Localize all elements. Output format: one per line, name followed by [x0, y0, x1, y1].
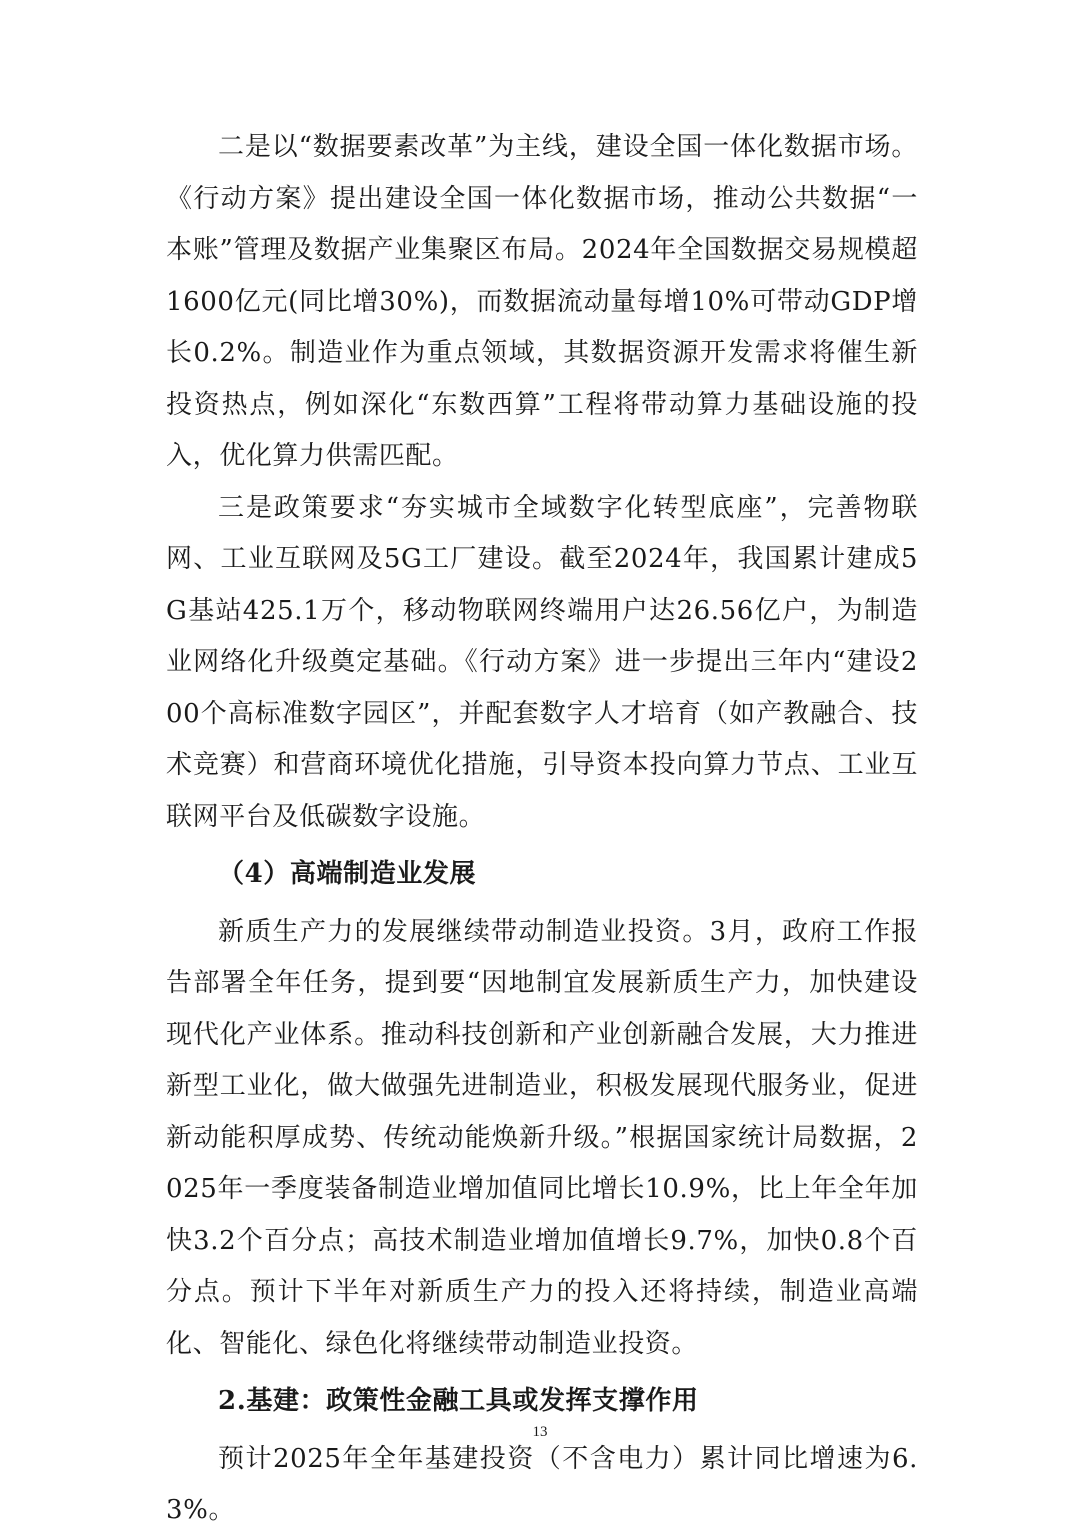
paragraph-new-productivity: 新质生产力的发展继续带动制造业投资。3月，政府工作报告部署全年任务，提到要“因地制宜发展新质生产力，加快建设现代化产业体系。推动科技创新和产业创新融合发展，大力推进新型工业化，做大做强先进制造业，积极发展现代服务业，促进新动能积厚成势、传统动能焕新升级。”根据国家统计局数据，2025年一季度装备制造业增加值同比增长10.9%，比上年全年加快3.2个百分点；高技术制造业增加值增长9.7%，加快0.8个百分点。预计下半年对新质生产力的投入还将持续，制造业高端化、智能化、绿色化将继续带动制造业投资。: [166, 916, 918, 1359]
section-heading-infrastructure: 2.基建：政策性金融工具或发挥支撑作用: [218, 1386, 699, 1416]
section-heading-high-end-manufacturing: （4）高端制造业发展: [218, 859, 477, 889]
page-number: 13: [532, 1424, 548, 1440]
document-page: [166, 122, 918, 1537]
paragraph-data-market: 二是以“数据要素改革”为主线，建设全国一体化数据市场。《行动方案》提出建设全国一体化数据市场，推动公共数据“一本账”管理及数据产业集聚区布局。2024年全国数据交易规模超1600亿元(同比增30%)，而数据流动量每增10%可带动GDP增长0.2%。制造业作为重点领域，其数据资源开发需求将催生新投资热点，例如深化“东数西算”工程将带动算力基础设施的投入，优化算力供需匹配。: [166, 132, 918, 471]
paragraph-infrastructure-forecast: 预计2025年全年基建投资（不含电力）累计同比增速为6.3%。: [166, 1443, 918, 1525]
paragraph-digital-infrastructure: 三是政策要求“夯实城市全域数字化转型底座”，完善物联网、工业互联网及5G工厂建设。截至2024年，我国累计建成5G基站425.1万个，移动物联网终端用户达26.56亿户，为制造业网络化升级奠定基础。《行动方案》进一步提出三年内“建设200个高标准数字园区”，并配套数字人才培育（如产教融合、技术竞赛）和营商环境优化措施，引导资本投向算力节点、工业互联网平台及低碳数字设施。: [166, 492, 918, 832]
